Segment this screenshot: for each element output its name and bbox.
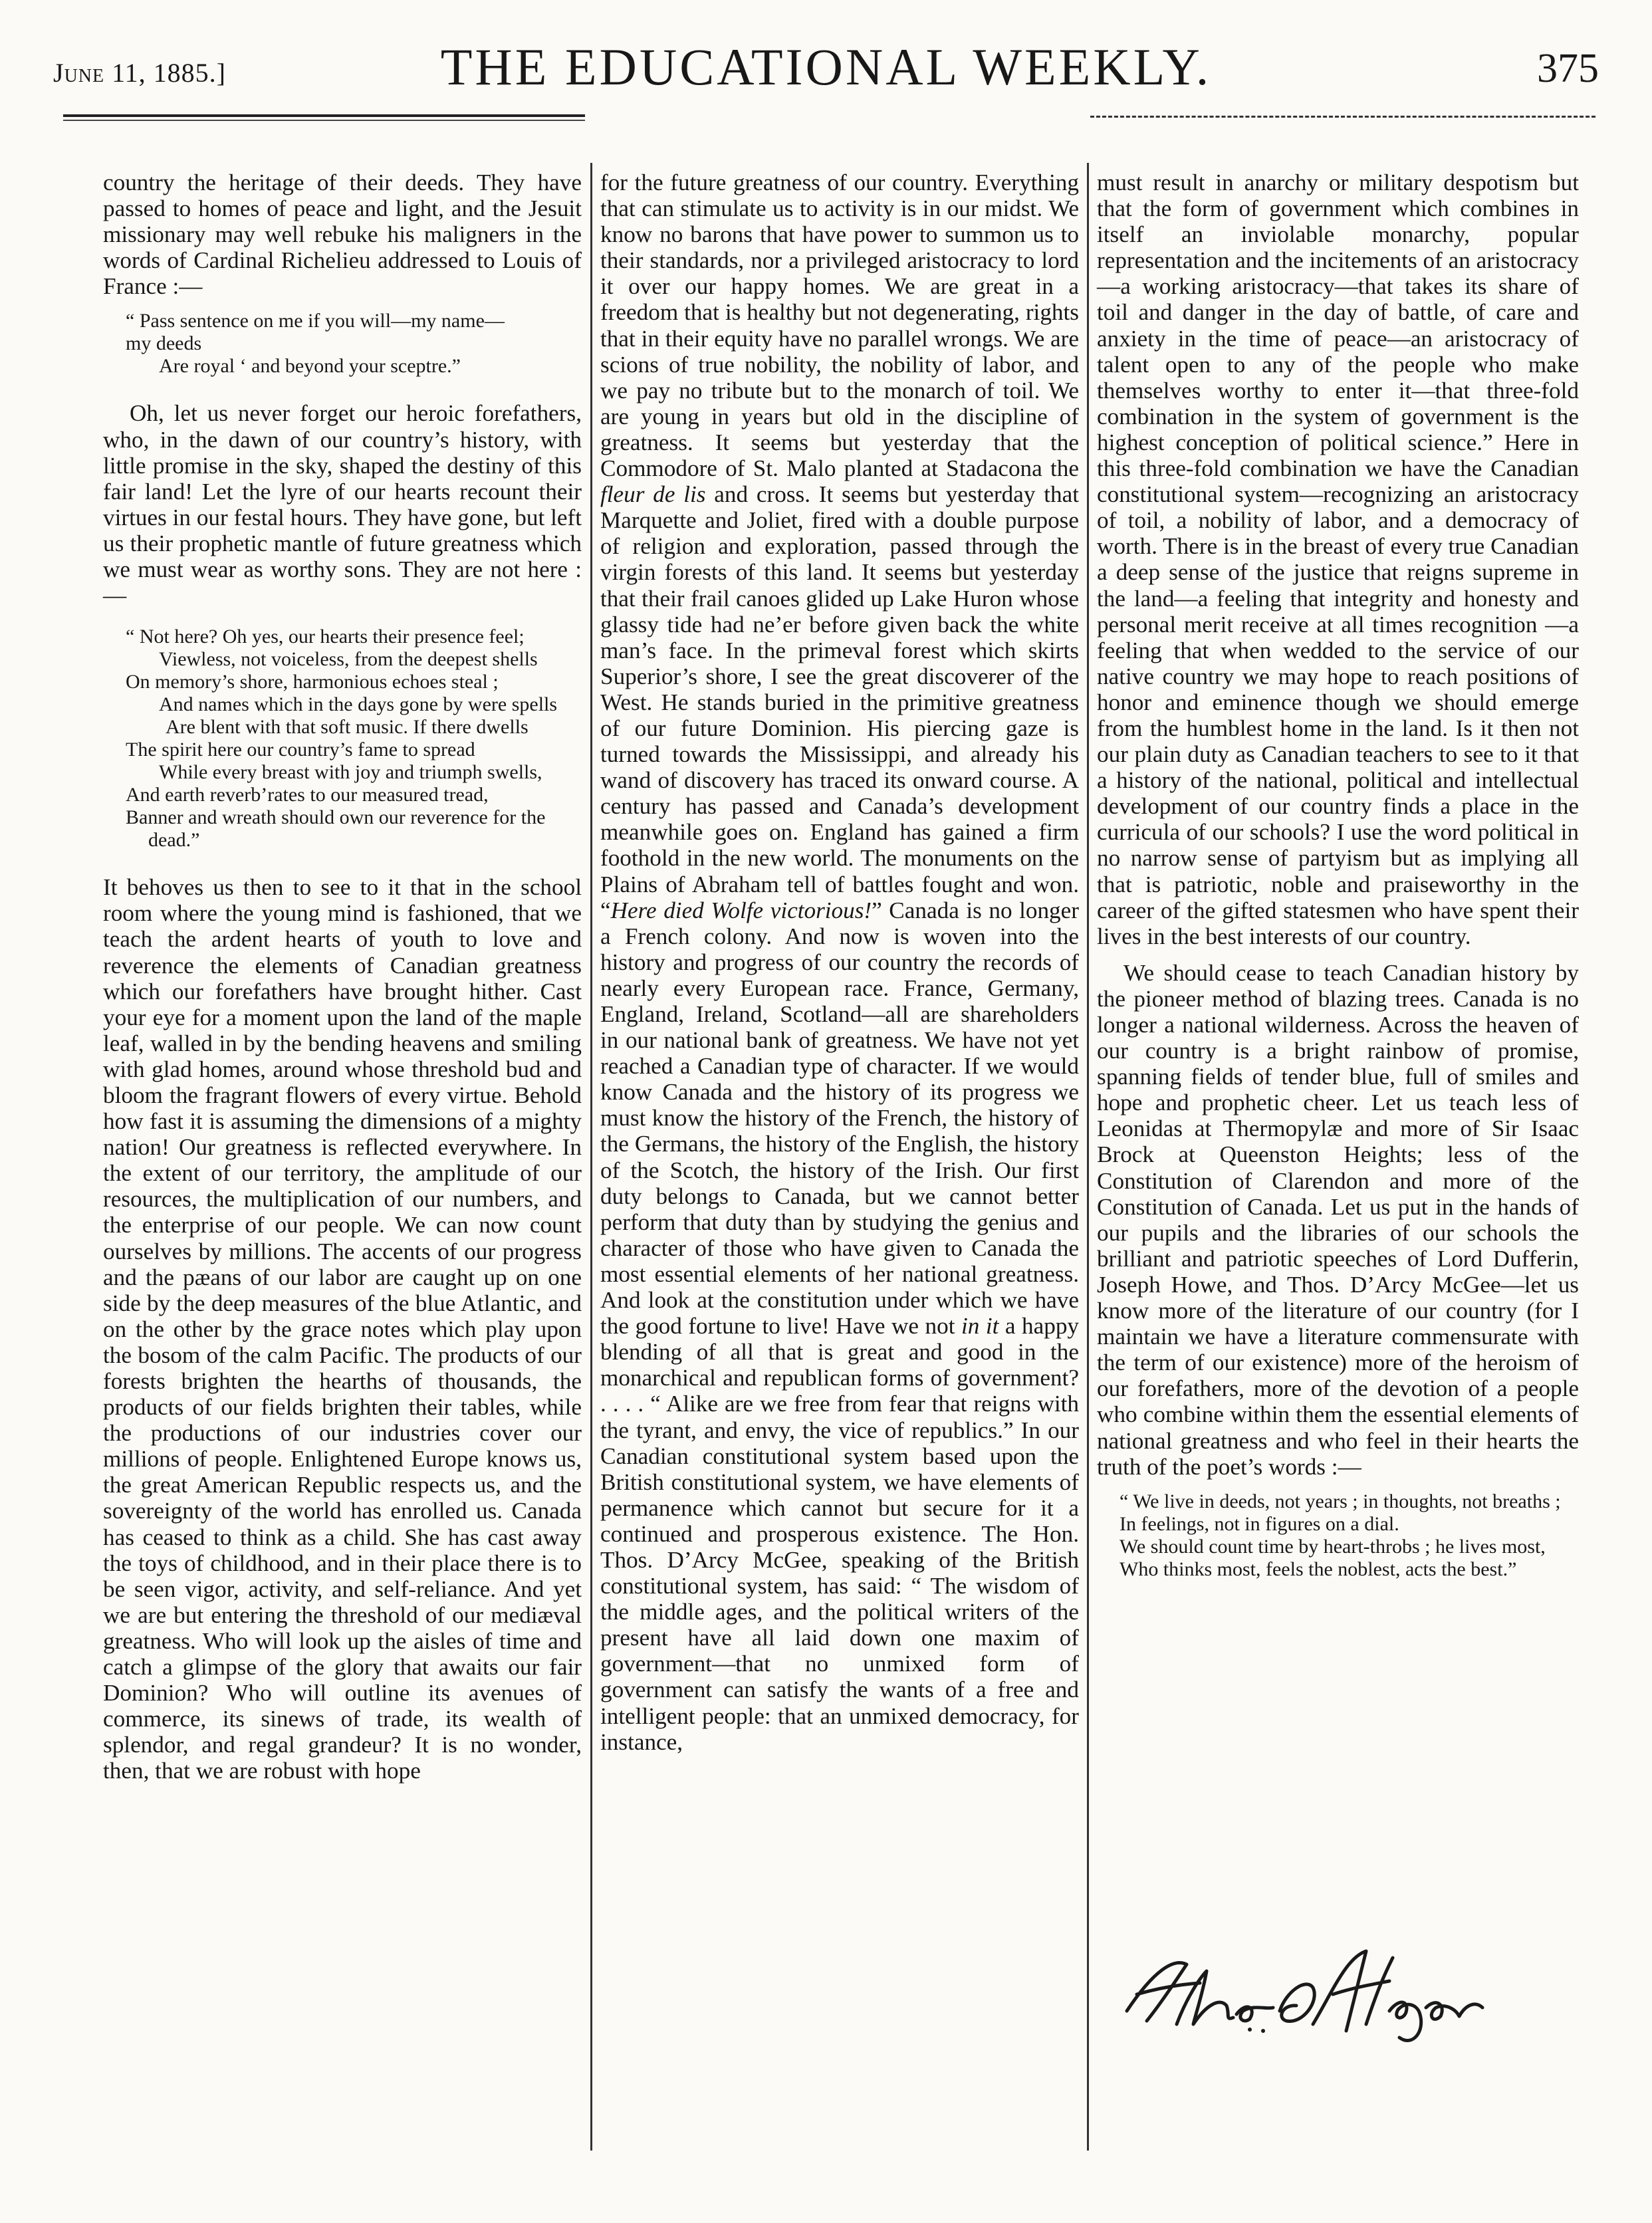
paragraph: It behoves us then to see to it that in the school room where the young mind is fashioned, that we teach the ardent hearts of youth to love and reverence the elements of Canadian greatness which our forefathers have brought hither. Cast your eye for a moment upon the land of the maple leaf, walled in by the bending heavens and smiling with glad homes, around whose threshold bud and bloom the fragrant flowers of every virtue. Behold how fast it is assuming the dimensions of a mighty nation! Our greatness is reflected everywhere. In the extent of our territory, the amplitude of our resources, the multiplication of our numbers, and the enterprise of our people. We can now count ourselves by millions. The accents of our progress and the pæans of our labor are caught up on one side by the deep measures of the blue Atlantic, and on the other by the grace notes which play upon the bosom of the calm Pacific. The products of our forests brighten the hearths of thousands, the products of our fields brighten their tables, while the productions of our industries cover our millions of people. Enlightened Europe knows us, the great American Republic respects us, and the sovereignty of the world has enrolled us. Canada has ceased to think as a child. She has cast away the toys of childhood, and in their place there is to be seen vigor, activity, and self-reliance. And yet we are but entering the threshold of our mediæval greatness. Who will look up the aisles of time and catch a glimpse of the glory that awaits our fair Dominion? Who will outline its avenues of commerce, its sinews of trade, its wealth of splendor, and regal grandeur? It is no wonder, then, that we are robust with hope [103, 874, 582, 1784]
verse-line: And names which in the days gone by were spells [159, 693, 558, 716]
verse-line: “ Not here? Oh yes, our hearts their presence feel; [126, 626, 525, 648]
verse-line: “ We live in deeds, not years ; in thoughts, not breaths ; [1120, 1490, 1561, 1512]
column-1 [103, 170, 582, 1795]
verse-line: We should count time by heart-throbs ; he lives most, [1120, 1535, 1546, 1558]
header-rule [63, 114, 585, 117]
verse-line: While every breast with joy and triumph swells, [159, 761, 542, 784]
text-run: and cross. It seems but yesterday that Marquette and Joliet, fired with a double purpose of religion and exploration, passed through the virgin forests of this land. It seems but yesterday that their frail canoes glided up Lake Huron whose glassy tide had ne’er before given back the white man’s face. In the primeval forest which skirts Superior’s shore, I see the great discoverer of the West. He stands buried in the primitive greatness of our future Dominion. His piercing gaze is turned towards the Mississippi, and already his wand of discovery has traced its onward course. A century has passed and Canada’s development meanwhile goes on. England has gained a firm foothold in the new world. The monuments on the Plains of Abraham tell of battles fought and won. “ [600, 481, 1079, 923]
verse-quote [1097, 1490, 1579, 1581]
italic-phrase: in it [961, 1313, 999, 1340]
handwritten-signature [1114, 1931, 1486, 2051]
page-number: 375 [1537, 46, 1599, 91]
verse-line: And earth reverb’rates to our measured tread, [126, 784, 489, 806]
text-run: a happy blending of all that is great and good in the monarchical and republican forms of government? . . . . “ Alike are we free from fear that reigns with the tyrant, and envy, the vice of republics.” In our Canadian constitutional system based upon the British constitutional system, we have elements of permanence which cannot but secure for it a continued and prosperous existence. The Hon. Thos. D’Arcy McGee, speaking of the British constitutional system, has said: “ The wisdom of the middle ages, and the political writers of the present have all laid down one maxim of government—that no unmixed form of government can satisfy the wants of a free and intelligent people: that an unmixed democracy, for instance, [600, 1313, 1080, 1755]
header-rule-dashed [1090, 116, 1595, 118]
verse-quote [103, 626, 582, 852]
paragraph: must result in anarchy or military despotism but that the form of government which combines in itself an inviolable monarchy, popular representation and the incitements of an aristocracy—a working aristocracy—that takes its share of toil and danger in the day of battle, of care and anxiety in the time of peace—an aristocracy of talent open to any of the people who make themselves worthy to enter it—that three-fold combination in the system of government is the highest conception of political science.” Here in this three-fold combination we have the Canadian constitutional system—recognizing an aristocracy of toil, a nobility of labor, and a democracy of worth. There is in the breast of every true Canadian a deep sense of the justice that reigns supreme in the land—a feeling that integrity and honesty and personal merit receive at all times recognition —a feeling that when wedded to the service of our native country we may hope to reach positions of honor and eminence though we should emerge from the humblest home in the land. Is it then not our plain duty as Canadian teachers to see to it that a history of the national, political and intellectual development of our country finds a place in the curricula of our schools? I use the word political in no narrow sense of partyism but as implying all that is patriotic, noble and praiseworthy in the career of the gifted statesmen who have spent their lives in the best interests of our country. [1097, 170, 1579, 949]
column-divider [1087, 163, 1089, 2151]
verse-line: In feelings, not in figures on a dial. [1120, 1512, 1399, 1535]
column-divider [590, 163, 592, 2151]
verse-line: Banner and wreath should own our reverence for the dead.” [126, 806, 546, 852]
header-rule-thin [63, 120, 585, 121]
verse-line: Are royal ‘ and beyond your sceptre.” [159, 355, 461, 378]
text-run: ” Canada is no longer a French colony. And now is woven into the history and progress of our country the records of nearly every European race. France, Germany, England, Ireland, Scotland—all are shareholders in our national bank of greatness. We have not yet reached a Canadian type of character. If we would know Canada and the history of its progress we must know the history of the French, the history of the Germans, the history of the English, the history of the Scotch, the history of the Irish. Our first duty belongs to Canada, but we cannot better perform that duty than by studying the genius and character of those who have given to Canada the most essential elements of her national greatness. And look at the constitution under which we have the good fortune to live! Have we not [600, 897, 1079, 1340]
verse-line: Are blent with that soft music. If there dwells [166, 716, 529, 739]
verse-line: Who thinks most, feels the noblest, acts the best.” [1120, 1558, 1517, 1580]
verse-line: my deeds [126, 332, 202, 355]
italic-phrase: fleur de lis [600, 481, 706, 508]
page-header [53, 35, 1599, 121]
verse-line: “ Pass sentence on me if you will—my name— [126, 310, 505, 332]
journal-title: THE EDUCATIONAL WEEKLY. [440, 38, 1212, 96]
column-2 [600, 170, 1079, 1766]
italic-quote: Here died Wolfe victorious! [610, 897, 872, 923]
verse-line: On memory’s shore, harmonious echoes steal ; [126, 671, 499, 693]
verse-line: Viewless, not voiceless, from the deepest shells [159, 648, 538, 671]
running-date: June 11, 1885.] [53, 58, 226, 88]
paragraph [600, 170, 1079, 1755]
paragraph: We should cease to teach Canadian history by the pioneer method of blazing trees. Canada is no longer a national wilderness. Across the heaven of our country is a bright rainbow of promise, spanning fields of tender blue, full of smiles and hope and prophetic cheer. Let us teach less of Leonidas at Thermopylæ and more of Sir Isaac Brock at Queenston Heights; less of the Constitution of Clarendon and more of the Constitution of Canada. Let us put in the hands of our pupils and the libraries of our schools the brilliant and patriotic speeches of Lord Dufferin, Joseph Howe, and Thos. D’Arcy McGee—let us know more of the literature of our country (for I maintain we have a literature commensurate with the term of our existence) more of the heroism of our forefathers, more of the devotion of a people who combine within them the essential elements of national greatness and who feel in their hearts the truth of the poet’s words :— [1097, 959, 1579, 1480]
text-run: for the future greatness of our country. Everything that can stimulate us to activity is in our midst. We know no barons that have power to summon us to their standards, nor a privileged aristocracy to lord it over our happy homes. We are great in a freedom that is healthy but not degenerating, rights that in their equity have no parallel wrongs. We are scions of true nobility, the nobility of labor, and we pay no tribute but to the monarch of toil. We are young in years but old in the discipline of greatness. It seems but yesterday that the Commodore of St. Malo planted at Stadacona the [600, 170, 1079, 482]
paragraph: Oh, let us never forget our heroic forefathers, who, in the dawn of our country’s history, with little promise in the sky, shaped the destiny of this fair land! Let the lyre of our hearts recount their virtues in our festal hours. They have gone, but left us their prophetic mantle of future greatness which we must wear as worthy sons. They are not here :— [103, 400, 582, 609]
column-3 [1097, 170, 1579, 1603]
paragraph: country the heritage of their deeds. They have passed to homes of peace and light, and the Jesuit missionary may well rebuke his maligners in the words of Cardinal Richelieu addressed to Louis of France :— [103, 170, 582, 300]
verse-line: The spirit here our country’s fame to spread [126, 739, 475, 761]
verse-quote [103, 310, 582, 378]
